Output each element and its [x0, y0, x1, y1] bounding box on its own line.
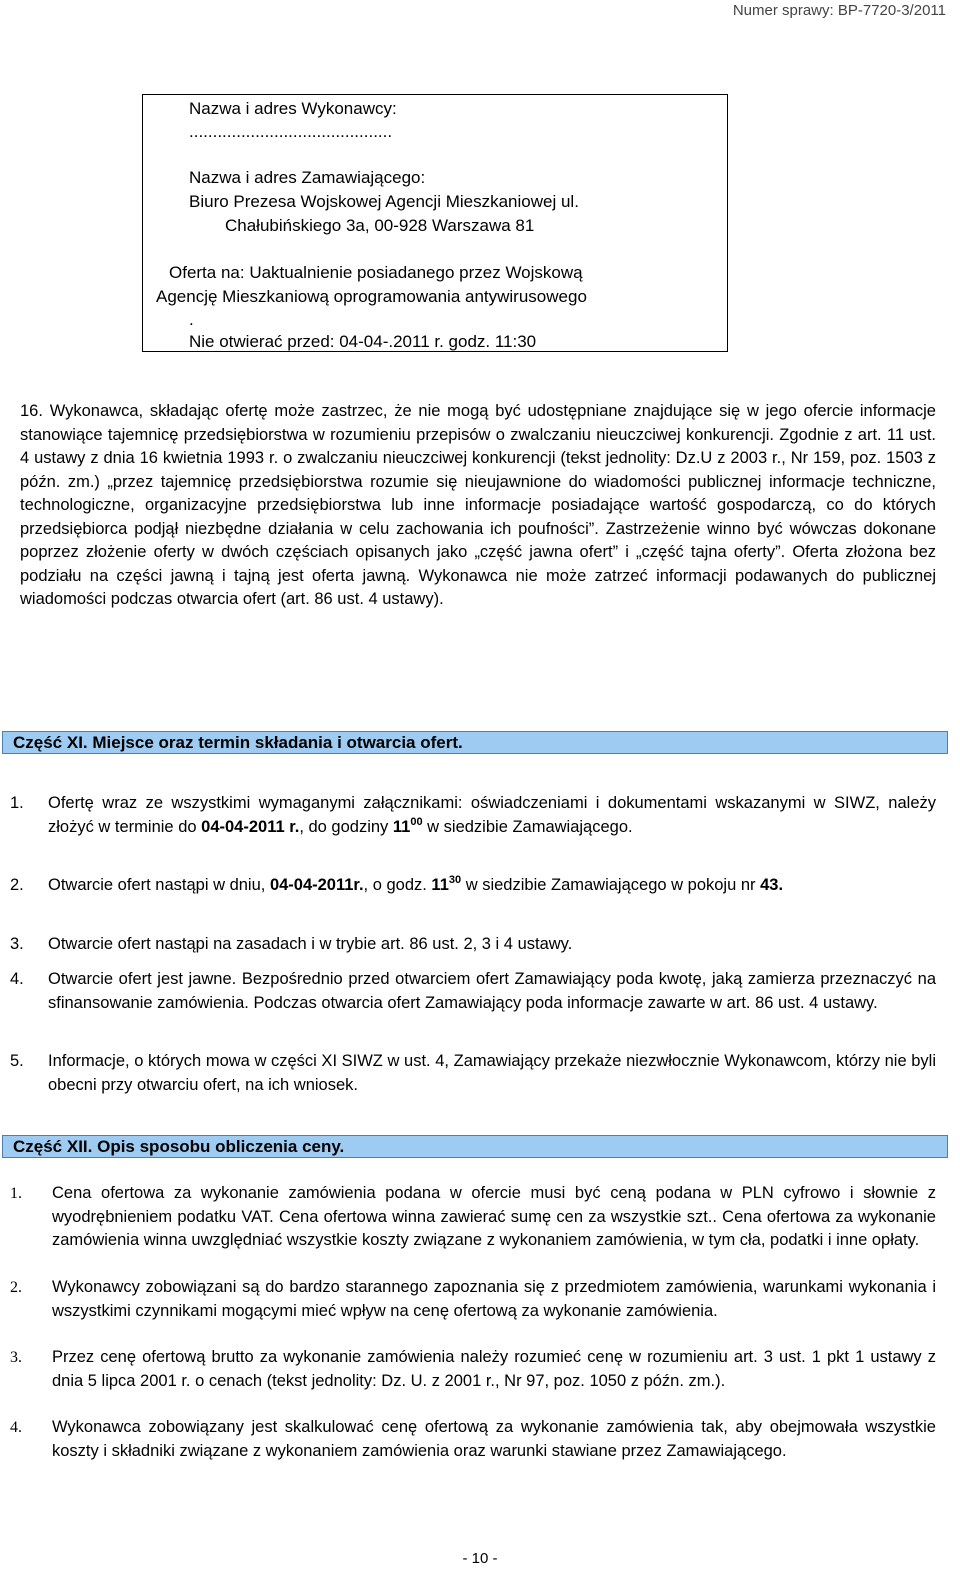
item-text: Informacje, o których mowa w części XI SIWZ w ust. 4, Zamawiający przekaże niezwłocznie Wykonawcom, którzy nie byli obecni przy otwarciu ofert, na ich wniosek.: [48, 1052, 936, 1094]
item-number: 2.: [10, 1279, 22, 1296]
do-not-open-notice: Nie otwierać przed: 04-04-.2011 r. godz. 11:30: [189, 332, 537, 351]
item-text: Otwarcie ofert nastąpi w dniu, 04-04-2011r., o godz. $11^{30}$ w siedzibie Zamawiającego w pokoju nr 43.: [48, 874, 784, 894]
section-xii-item-3: [10, 1346, 936, 1393]
item-text: Otwarcie ofert nastąpi na zasadach i w trybie art. 86 ust. 2, 3 i 4 ustawy.: [48, 935, 573, 953]
page-number: - 10 -: [462, 1550, 498, 1567]
section-xi-item-2: [10, 874, 936, 898]
item-number: 4.: [10, 970, 24, 988]
offer-subject-line1: Oferta na: Uaktualnienie posiadanego przez Wojskową: [169, 263, 583, 282]
section-xii-item-1: [10, 1182, 936, 1253]
item-number: 1.: [10, 1185, 22, 1202]
offer-subject-line3: .: [189, 310, 194, 329]
section-xi-item-5: [10, 1050, 936, 1097]
ordering-party-label: Nazwa i adres Zamawiającego:: [189, 168, 426, 187]
offer-envelope-box: [142, 94, 728, 352]
section-xi-item-4: [10, 968, 936, 1015]
item-text: Cena ofertowa za wykonanie zamówienia podana w ofercie musi być ceną podana w PLN cyfrowo i słownie z wyodrębnieniem podatku VAT. Cena ofertowa winna zawierać sumę cen za wszystkie szt.. Cena ofertowa za wykonanie zamówienia winna uwzględniać wszystkie koszty związane z wykonaniem zamówienia, w tym cła, podatki i inne opłaty.: [52, 1184, 936, 1249]
contractor-label: Nazwa i adres Wykonawcy:: [189, 99, 397, 118]
item-number: 4.: [10, 1419, 22, 1436]
section-xi-heading: Część XI. Miejsce oraz termin składania i otwarcia ofert.: [2, 731, 948, 754]
offer-subject-line2: Agencję Mieszkaniową oprogramowania antywirusowego: [156, 287, 587, 306]
item-number: 3.: [10, 935, 24, 953]
section-xii-item-4: [10, 1416, 936, 1463]
point-16: [20, 400, 936, 612]
point-16-number: 16.: [20, 402, 43, 420]
ordering-party-line1: Biuro Prezesa Wojskowej Agencji Mieszkaniowej ul.: [189, 192, 579, 211]
section-xii-item-2: [10, 1276, 936, 1323]
item-text: Przez cenę ofertową brutto za wykonanie zamówienia należy rozumieć cenę w rozumieniu art. 3 ust. 1 pkt 1 ustawy z dnia 5 lipca 2001 r. o cenach (tekst jednolity: Dz. U. z 2001 r., Nr 97, poz. 1050 z późn. zm.).: [52, 1348, 936, 1390]
ordering-party-line2: Chałubińskiego 3a, 00-928 Warszawa 81: [225, 216, 535, 235]
case-number-header: Numer sprawy: BP-7720-3/2011: [732, 2, 946, 19]
item-number: 3.: [10, 1349, 22, 1366]
point-16-text: Wykonawca, składając ofertę może zastrzec, że nie mogą być udostępniane znajdujące się w jego ofercie informacje stanowiące tajemnicę przedsiębiorstwa w rozumieniu przepisów o zwalczaniu nieuczciwej konkurencji. Zgodnie z art. 11 ust. 4 ustawy z dnia 16 kwietnia 1993 r. o zwalczaniu nieuczciwej konkurencji (tekst jednolity: Dz.U z 2003 r., Nr 159, poz. 1503 z późn. zm.) „przez tajemnicę przedsiębiorstwa rozumie się nieujawnione do wiadomości publicznej informacje techniczne, technologiczne, organizacyjne przedsiębiorstwa lub inne informacje posiadające wartość gospodarczą, co do których przedsiębiorca podjął niezbędne działania w celu zachowania ich poufności”. Zastrzeżenie winno być wówczas dokonane poprzez złożenie oferty w dwóch częściach opisanych jako „część jawna ofert” i „część tajna oferty”. Oferta złożona bez podziału na części jawną i tajną jest oferta jawną. Wykonawca nie może zatrzeć informacji podawanych do publicznej wiadomości podczas otwarcia ofert (art. 86 ust. 4 ustawy).: [20, 402, 936, 608]
item-text: Wykonawca zobowiązany jest skalkulować cenę ofertową za wykonanie zamówienia tak, aby obejmowała wszystkie koszty i składniki związane z wykonaniem zamówienia oraz warunki stawiane przez Zamawiającego.: [52, 1418, 936, 1460]
section-xii-heading: Część XII. Opis sposobu obliczenia ceny.: [2, 1135, 948, 1158]
item-text: Otwarcie ofert jest jawne. Bezpośrednio przed otwarciem ofert Zamawiający poda kwotę, jaką zamierza przeznaczyć na sfinansowanie zamówienia. Podczas otwarcia ofert Zamawiający poda informacje zawarte w art. 86 ust. 4 ustawy.: [48, 970, 936, 1012]
item-number: 1.: [10, 794, 24, 812]
section-xi-item-1: [10, 792, 936, 839]
section-xi-item-3: [10, 933, 936, 957]
contractor-placeholder: ...........................................: [189, 122, 393, 141]
item-number: 5.: [10, 1052, 24, 1070]
item-text: Wykonawcy zobowiązani są do bardzo starannego zapoznania się z przedmiotem zamówienia, warunkami wykonania i wszystkimi czynnikami mogącymi mieć wpływ na cenę ofertową za wykonanie zamówienia.: [52, 1278, 936, 1320]
item-number: 2.: [10, 876, 24, 894]
item-text: Ofertę wraz ze wszystkimi wymaganymi załącznikami: oświadczeniami i dokumentami wskazanymi w SIWZ, należy złożyć w terminie do 04-04-2011 r., do godziny $11^{00}$ w siedzibie Zamawiającego.: [48, 794, 936, 836]
